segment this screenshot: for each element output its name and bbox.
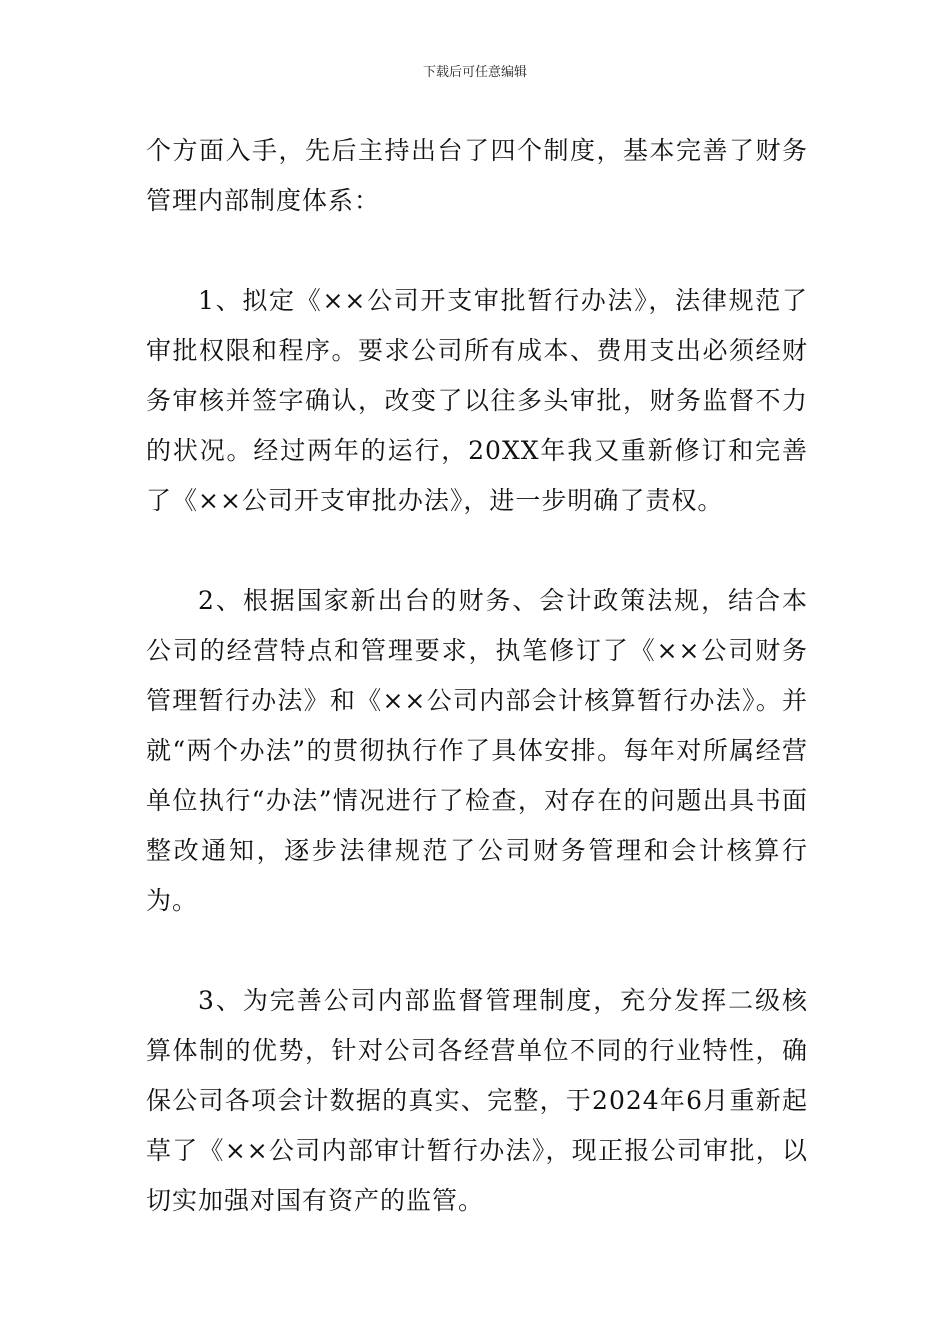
page-header-note: 下载后可任意编辑 — [422, 65, 527, 80]
paragraph-item-2: 2、根据国家新出台的财务、会计政策法规，结合本公司的经营特点和管理要求，执笔修订了《××公司财务管理暂行办法》和《××公司内部会计核算暂行办法》。并就“两个办法”的贯彻执行作了具体安排。每年对所属经营单位执行“办法”情况进行了检查，对存在的问题出具书面整改通知，逐步法律规范了公司财务管理和会计核算行为。 — [146, 586, 808, 915]
paragraph-item-3: 3、为完善公司内部监督管理制度，充分发挥二级核算体制的优势，针对公司各经营单位不同的行业特性，确保公司各项会计数据的真实、完整，于2024年6月重新起草了《××公司内部审计暂行办法》，现正报公司审批，以切实加强对国有资产的监管。 — [146, 986, 808, 1215]
paragraph-item-1: 1、拟定《××公司开支审批暂行办法》，法律规范了审批权限和程序。要求公司所有成本、费用支出必须经财务审核并签字确认，改变了以往多头审批，财务监督不力的状况。经过两年的运行，20XX年我又重新修订和完善了《××公司开支审批办法》，进一步明确了责权。 — [146, 286, 808, 515]
document-body — [146, 126, 808, 1226]
paragraph-intro: 个方面入手，先后主持出台了四个制度，基本完善了财务管理内部制度体系： — [146, 136, 808, 215]
